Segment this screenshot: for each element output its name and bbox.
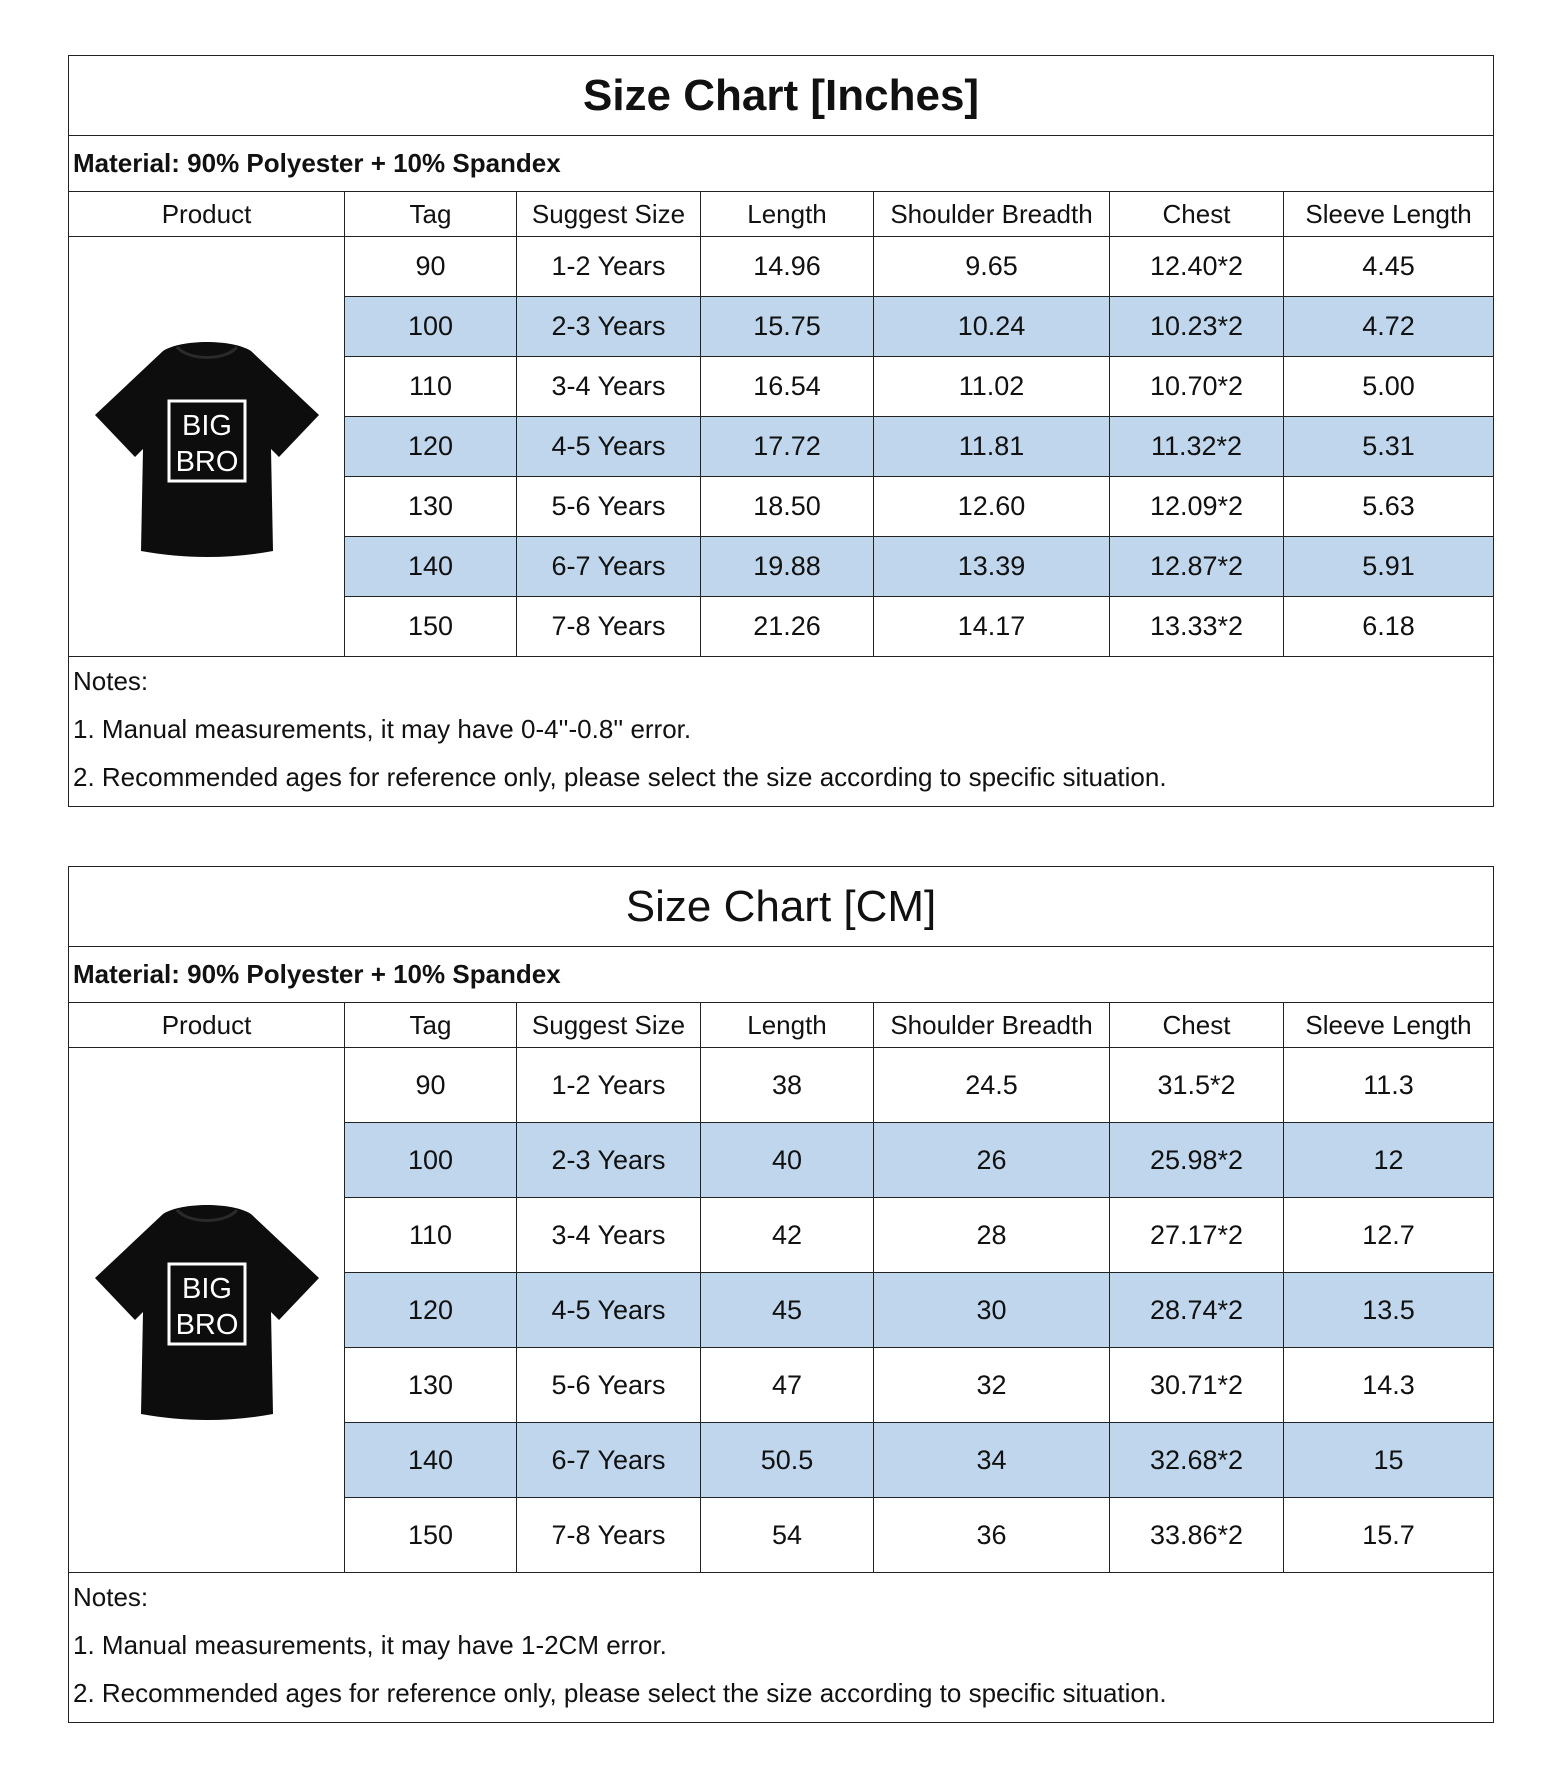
- note-line-2: 2. Recommended ages for reference only, please select the size according to specific situation.: [73, 761, 1167, 792]
- cell-length: 21.26: [701, 597, 874, 657]
- cell-length: 40: [701, 1123, 874, 1198]
- cell-suggest-size: 5-6 Years: [517, 477, 701, 537]
- cell-tag: 130: [345, 1348, 517, 1423]
- chart-title: Size Chart [Inches]: [69, 56, 1494, 136]
- size-table-cm: [68, 866, 1494, 1723]
- cell-shoulder-breadth: 14.17: [874, 597, 1110, 657]
- cell-chest: 12.87*2: [1110, 537, 1284, 597]
- cell-tag: 110: [345, 357, 517, 417]
- cell-length: 47: [701, 1348, 874, 1423]
- cell-suggest-size: 5-6 Years: [517, 1348, 701, 1423]
- cell-length: 17.72: [701, 417, 874, 477]
- cell-chest: 32.68*2: [1110, 1423, 1284, 1498]
- header-chest: Chest: [1110, 192, 1284, 237]
- cell-suggest-size: 6-7 Years: [517, 1423, 701, 1498]
- cell-suggest-size: 2-3 Years: [517, 1123, 701, 1198]
- notes-section: [69, 657, 1494, 807]
- cell-sleeve-length: 12: [1284, 1123, 1494, 1198]
- cell-shoulder-breadth: 12.60: [874, 477, 1110, 537]
- cell-shoulder-breadth: 9.65: [874, 237, 1110, 297]
- shirt-print-line-1: BIG: [181, 409, 232, 442]
- cell-sleeve-length: 15.7: [1284, 1498, 1494, 1573]
- note-line-2: 2. Recommended ages for reference only, please select the size according to specific situation.: [73, 1677, 1167, 1708]
- cell-suggest-size: 1-2 Years: [517, 1048, 701, 1123]
- cell-tag: 100: [345, 1123, 517, 1198]
- cell-suggest-size: 2-3 Years: [517, 297, 701, 357]
- cell-shoulder-breadth: 13.39: [874, 537, 1110, 597]
- size-chart-inches: [68, 55, 1493, 807]
- chart-title: Size Chart [CM]: [69, 867, 1494, 947]
- cell-tag: 100: [345, 297, 517, 357]
- cell-shoulder-breadth: 34: [874, 1423, 1110, 1498]
- cell-shoulder-breadth: 11.02: [874, 357, 1110, 417]
- cell-chest: 33.86*2: [1110, 1498, 1284, 1573]
- header-product: Product: [69, 192, 345, 237]
- header-shoulder-breadth: Shoulder Breadth: [874, 192, 1110, 237]
- cell-chest: 12.40*2: [1110, 237, 1284, 297]
- cell-length: 38: [701, 1048, 874, 1123]
- material-label: Material: 90% Polyester + 10% Spandex: [69, 947, 1494, 1003]
- cell-tag: 110: [345, 1198, 517, 1273]
- cell-chest: 28.74*2: [1110, 1273, 1284, 1348]
- note-line-1: 1. Manual measurements, it may have 0-4''-0.8'' error.: [73, 713, 692, 744]
- tshirt-icon: [89, 1192, 325, 1428]
- table-row: [69, 237, 1494, 297]
- header-tag: Tag: [345, 1003, 517, 1048]
- cell-tag: 150: [345, 1498, 517, 1573]
- shirt-print-line-2: BRO: [175, 445, 238, 478]
- cell-length: 50.5: [701, 1423, 874, 1498]
- cell-tag: 140: [345, 1423, 517, 1498]
- cell-suggest-size: 7-8 Years: [517, 597, 701, 657]
- header-tag: Tag: [345, 192, 517, 237]
- notes-section: [69, 1573, 1494, 1723]
- header-row: [69, 1003, 1494, 1048]
- tshirt-icon: [89, 329, 325, 565]
- cell-suggest-size: 4-5 Years: [517, 1273, 701, 1348]
- cell-length: 16.54: [701, 357, 874, 417]
- table-row: [69, 1048, 1494, 1123]
- header-product: Product: [69, 1003, 345, 1048]
- header-sleeve-length: Sleeve Length: [1284, 1003, 1494, 1048]
- cell-length: 54: [701, 1498, 874, 1573]
- cell-shoulder-breadth: 24.5: [874, 1048, 1110, 1123]
- cell-shoulder-breadth: 36: [874, 1498, 1110, 1573]
- cell-tag: 130: [345, 477, 517, 537]
- cell-chest: 10.23*2: [1110, 297, 1284, 357]
- notes-title: Notes:: [73, 666, 149, 696]
- cell-tag: 90: [345, 237, 517, 297]
- size-chart-cm: [68, 866, 1493, 1723]
- material-label: Material: 90% Polyester + 10% Spandex: [69, 136, 1494, 192]
- header-shoulder-breadth: Shoulder Breadth: [874, 1003, 1110, 1048]
- cell-length: 45: [701, 1273, 874, 1348]
- cell-chest: 30.71*2: [1110, 1348, 1284, 1423]
- cell-shoulder-breadth: 30: [874, 1273, 1110, 1348]
- header-chest: Chest: [1110, 1003, 1284, 1048]
- cell-sleeve-length: 5.91: [1284, 537, 1494, 597]
- header-suggest-size: Suggest Size: [517, 1003, 701, 1048]
- note-line-1: 1. Manual measurements, it may have 1-2CM error.: [73, 1629, 667, 1660]
- cell-length: 14.96: [701, 237, 874, 297]
- cell-shoulder-breadth: 28: [874, 1198, 1110, 1273]
- cell-chest: 12.09*2: [1110, 477, 1284, 537]
- cell-sleeve-length: 5.00: [1284, 357, 1494, 417]
- cell-length: 19.88: [701, 537, 874, 597]
- header-row: [69, 192, 1494, 237]
- cell-chest: 11.32*2: [1110, 417, 1284, 477]
- cell-tag: 120: [345, 417, 517, 477]
- cell-sleeve-length: 15: [1284, 1423, 1494, 1498]
- cell-sleeve-length: 5.63: [1284, 477, 1494, 537]
- cell-shoulder-breadth: 11.81: [874, 417, 1110, 477]
- product-image: [69, 237, 345, 657]
- cell-length: 42: [701, 1198, 874, 1273]
- cell-chest: 10.70*2: [1110, 357, 1284, 417]
- cell-length: 18.50: [701, 477, 874, 537]
- cell-chest: 31.5*2: [1110, 1048, 1284, 1123]
- cell-tag: 120: [345, 1273, 517, 1348]
- cell-chest: 13.33*2: [1110, 597, 1284, 657]
- cell-sleeve-length: 4.72: [1284, 297, 1494, 357]
- cell-sleeve-length: 13.5: [1284, 1273, 1494, 1348]
- cell-shoulder-breadth: 26: [874, 1123, 1110, 1198]
- cell-suggest-size: 1-2 Years: [517, 237, 701, 297]
- shirt-print-line-1: BIG: [181, 1273, 232, 1305]
- cell-sleeve-length: 14.3: [1284, 1348, 1494, 1423]
- cell-tag: 90: [345, 1048, 517, 1123]
- header-suggest-size: Suggest Size: [517, 192, 701, 237]
- cell-shoulder-breadth: 10.24: [874, 297, 1110, 357]
- cell-suggest-size: 3-4 Years: [517, 1198, 701, 1273]
- cell-chest: 25.98*2: [1110, 1123, 1284, 1198]
- cell-length: 15.75: [701, 297, 874, 357]
- cell-suggest-size: 6-7 Years: [517, 537, 701, 597]
- header-length: Length: [701, 192, 874, 237]
- header-sleeve-length: Sleeve Length: [1284, 192, 1494, 237]
- cell-sleeve-length: 5.31: [1284, 417, 1494, 477]
- cell-sleeve-length: 6.18: [1284, 597, 1494, 657]
- cell-tag: 150: [345, 597, 517, 657]
- header-length: Length: [701, 1003, 874, 1048]
- cell-tag: 140: [345, 537, 517, 597]
- cell-sleeve-length: 4.45: [1284, 237, 1494, 297]
- cell-shoulder-breadth: 32: [874, 1348, 1110, 1423]
- cell-chest: 27.17*2: [1110, 1198, 1284, 1273]
- size-table-inches: [68, 55, 1494, 807]
- cell-sleeve-length: 11.3: [1284, 1048, 1494, 1123]
- cell-sleeve-length: 12.7: [1284, 1198, 1494, 1273]
- cell-suggest-size: 7-8 Years: [517, 1498, 701, 1573]
- product-image: [69, 1048, 345, 1573]
- notes-title: Notes:: [73, 1582, 149, 1612]
- shirt-print-line-2: BRO: [175, 1309, 238, 1341]
- cell-suggest-size: 4-5 Years: [517, 417, 701, 477]
- cell-suggest-size: 3-4 Years: [517, 357, 701, 417]
